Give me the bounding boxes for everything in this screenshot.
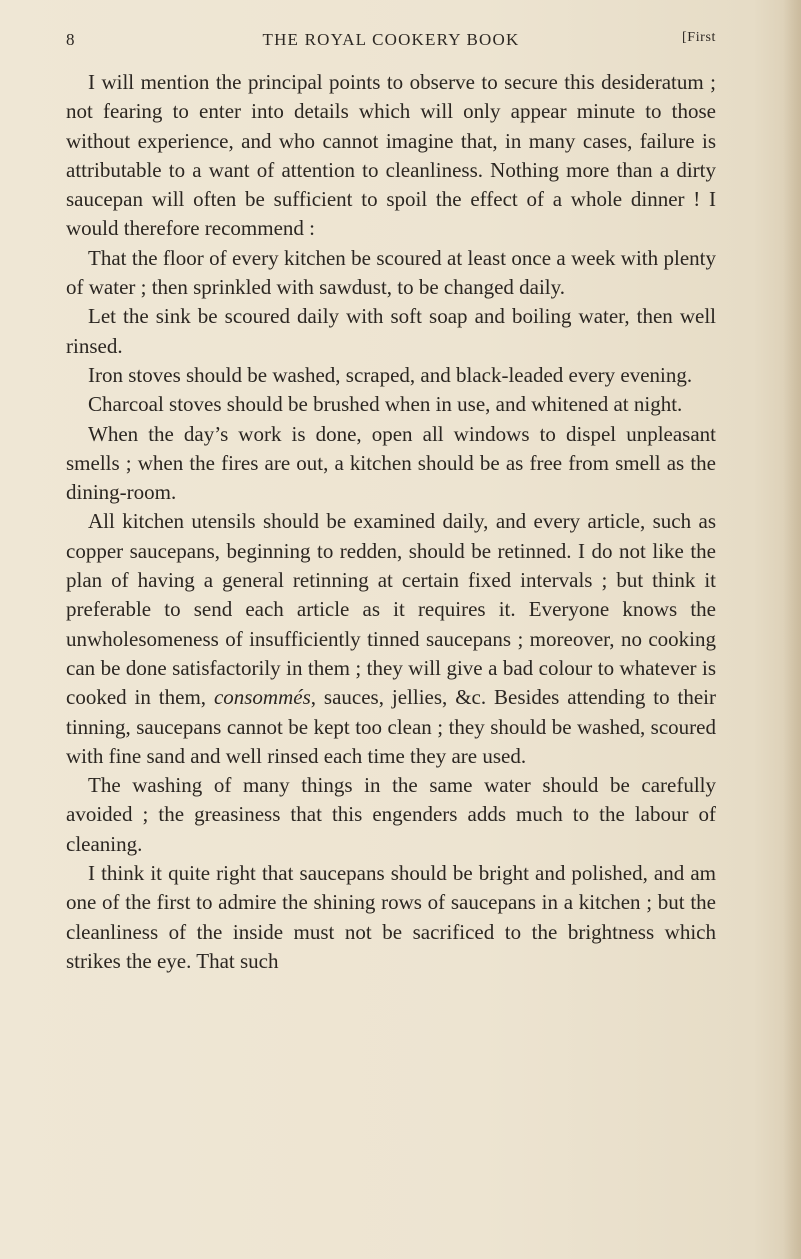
- part-label: [First: [682, 30, 716, 45]
- paragraph: [66, 507, 716, 771]
- paragraph: Iron stoves should be washed, scraped, and black-leaded every evening.: [88, 362, 693, 387]
- page-edge-shadow: [783, 0, 801, 1259]
- book-title: THE ROYAL COOKERY BOOK: [262, 30, 520, 49]
- paragraph: I think it quite right that saucepans should be bright and polished, and am one of the first to admire the shining rows of saucepans in a kitchen ; but the cleanliness of the inside must not be sacrificed to the brightness which strikes the eye. That such: [66, 861, 716, 973]
- page-number: 8: [66, 30, 75, 49]
- paragraph: When the day’s work is done, open all windows to dispel unpleasant smells ; when the fires are out, a kitchen should be as free from smell as the dining-room.: [66, 421, 716, 505]
- paragraph: I will mention the principal points to observe to secure this desideratum ; not fearing to enter into details which will only appear minute to those without experience, and who cannot imagine that, in many cases, failure is attributable to a want of attention to cleanliness. Nothing more than a dirty saucepan will often be sufficient to spoil the effect of a whole dinner ! I would therefore recommend :: [66, 70, 716, 241]
- text-run: All kitchen utensils should be examined daily, and every article, such as copper saucepans, beginning to redden, should be retinned. I do not like the plan of having a general retinning at certain fixed intervals ; but think it preferable to send each article as it requires it. Everyone knows the unwholesomeness of insufficiently tinned saucepans ; moreover, no cooking can be done satisfactorily in them ; they will give a bad colour to whatever is cooked in them,: [66, 509, 716, 710]
- paragraph: That the floor of every kitchen be scoured at least once a week with plenty of water ; then sprinkled with sawdust, to be changed daily.: [66, 245, 716, 300]
- body-text: [66, 68, 716, 976]
- paragraph: Charcoal stoves should be brushed when in use, and whitened at night.: [88, 392, 683, 417]
- paragraph: The washing of many things in the same water should be carefully avoided ; the greasiness that this engenders adds much to the labour of cleaning.: [66, 773, 716, 856]
- paragraph: Let the sink be scoured daily with soft soap and boiling water, then well rinsed.: [66, 304, 716, 358]
- italic-term: consommés: [213, 685, 311, 710]
- running-head: [66, 30, 716, 54]
- text-run: , sauces, jellies, &c. Besides attending to their tinning, saucepans cannot be kept too clean ; they should be washed, scoured with fine sand and well rinsed each time they are used.: [66, 685, 717, 768]
